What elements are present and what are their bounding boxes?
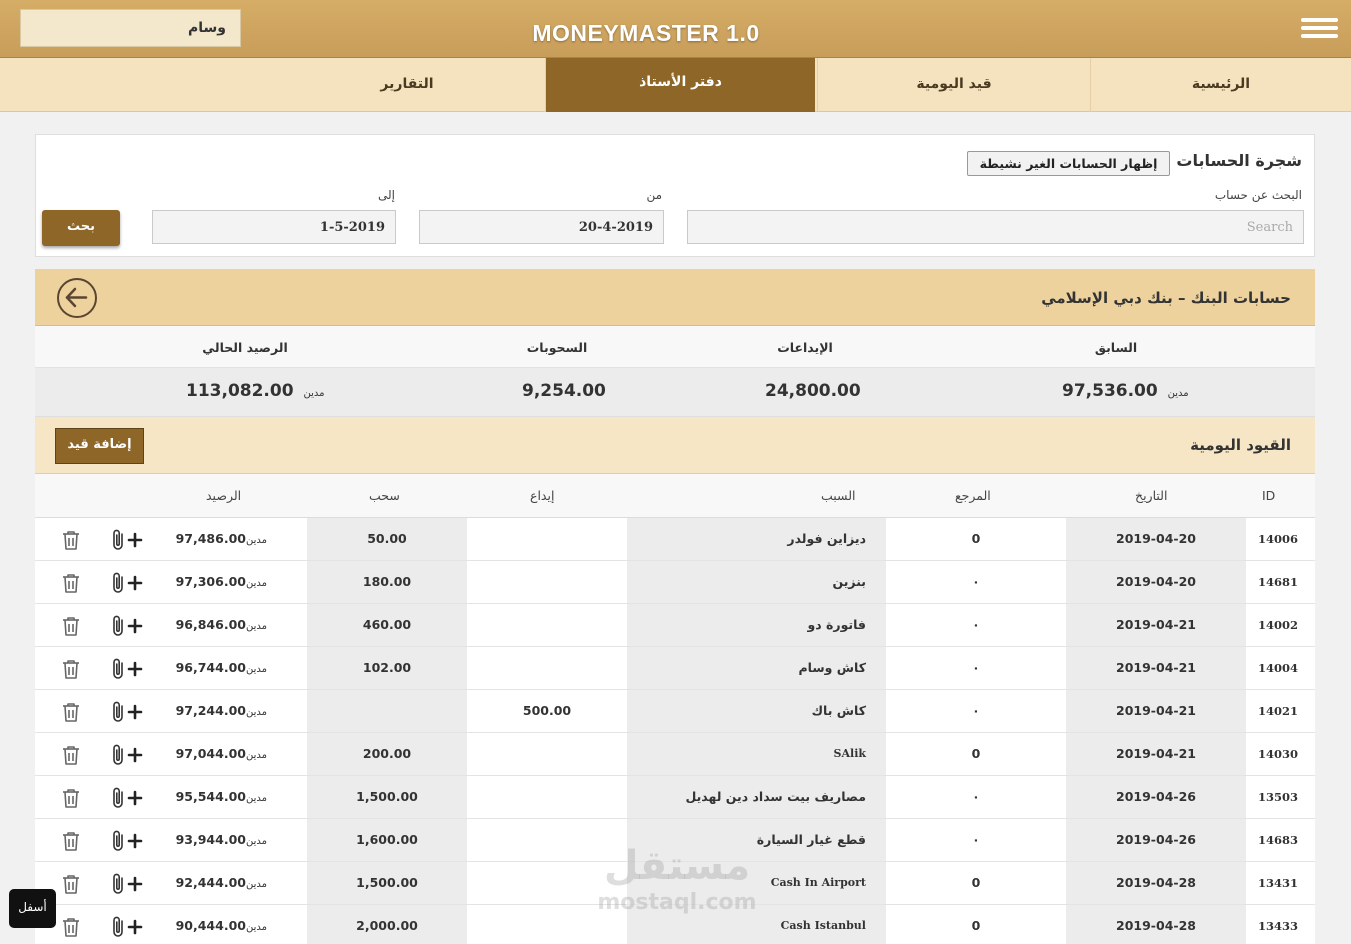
- previous-balance-unit: مدين: [1167, 388, 1189, 399]
- trash-icon[interactable]: [59, 614, 83, 638]
- trash-icon[interactable]: [59, 571, 83, 595]
- entry-balance: [147, 561, 307, 603]
- to-date-input[interactable]: 1-5-2019: [152, 210, 396, 244]
- entry-reason: Cash Istanbul: [627, 905, 886, 944]
- entry-withdrawal: 180.00: [307, 561, 467, 603]
- col-ref: المرجع: [955, 488, 991, 503]
- entry-actions: [35, 604, 147, 646]
- trash-icon[interactable]: [59, 657, 83, 681]
- entry-date: 2019-04-28: [1066, 862, 1246, 904]
- entry-id: 13503: [1258, 790, 1299, 804]
- entry-withdrawal: 1,500.00: [307, 862, 467, 904]
- watermark-arabic: مستقل: [603, 843, 751, 889]
- withdrawals-label: السحوبات: [526, 340, 588, 355]
- journal-entries-header: [35, 417, 1315, 474]
- entry-ref: 0: [971, 746, 981, 761]
- entry-actions: [35, 561, 147, 603]
- entry-balance-value: 95,544.00: [175, 789, 246, 804]
- scroll-bottom-button[interactable]: أسفل: [9, 889, 56, 928]
- trash-icon[interactable]: [59, 872, 83, 896]
- col-balance: الرصيد: [206, 488, 242, 503]
- entry-balance-unit: مدين: [245, 836, 267, 847]
- hamburger-menu-icon[interactable]: [1301, 18, 1338, 38]
- entry-balance: [147, 733, 307, 775]
- entry-balance: [147, 647, 307, 689]
- journal-entries-title: القيود اليومية: [1190, 436, 1291, 454]
- entry-balance-unit: مدين: [245, 750, 267, 761]
- account-search-panel: [35, 134, 1315, 257]
- entry-actions: [35, 647, 147, 689]
- col-deposit: إيداع: [530, 488, 555, 503]
- current-balance-unit: مدين: [303, 388, 325, 399]
- entry-balance-value: 92,444.00: [175, 875, 246, 890]
- app-title: MONEYMASTER 1.0: [532, 20, 760, 46]
- entry-date: 2019-04-20: [1066, 561, 1246, 603]
- previous-balance-value: مدين 97,536.00: [1062, 381, 1189, 401]
- current-balance-value: مدين 113,082.00: [186, 381, 325, 401]
- entry-deposit: [467, 733, 627, 775]
- entry-id: 14681: [1258, 575, 1299, 589]
- table-row: [35, 647, 1315, 690]
- trash-icon[interactable]: [59, 743, 83, 767]
- entry-deposit: [467, 561, 627, 603]
- previous-balance-label: السابق: [1094, 340, 1138, 355]
- account-search-label: البحث عن حساب: [1214, 188, 1302, 202]
- trash-icon[interactable]: [59, 915, 83, 939]
- tab-ledger[interactable]: دفتر الأستاذ: [545, 58, 815, 112]
- entry-balance-unit: مدين: [245, 578, 267, 589]
- table-row: [35, 733, 1315, 776]
- plus-icon[interactable]: [123, 786, 147, 810]
- entry-id: 14004: [1258, 661, 1299, 675]
- deposits-label: الإيداعات: [777, 340, 833, 355]
- col-id: ID: [1262, 488, 1276, 503]
- entry-balance-value: 96,846.00: [175, 617, 246, 632]
- entry-balance-value: 97,486.00: [175, 531, 246, 546]
- watermark: [592, 842, 762, 922]
- entry-balance-value: 90,444.00: [175, 918, 246, 933]
- entry-date: 2019-04-21: [1066, 647, 1246, 689]
- entry-withdrawal: 2,000.00: [307, 905, 467, 944]
- entry-actions: [35, 518, 147, 560]
- entry-date: 2019-04-26: [1066, 776, 1246, 818]
- col-reason: السبب: [821, 488, 856, 503]
- entry-balance-value: 97,244.00: [175, 703, 246, 718]
- entry-balance-value: 93,944.00: [175, 832, 246, 847]
- entry-date: 2019-04-21: [1066, 604, 1246, 646]
- show-inactive-accounts-button[interactable]: إظهار الحسابات الغير نشيطة: [967, 151, 1170, 176]
- plus-icon[interactable]: [123, 872, 147, 896]
- entry-reason: ديزاين فولدر: [627, 518, 886, 560]
- entry-withdrawal: 1,500.00: [307, 776, 467, 818]
- entry-actions: [35, 776, 147, 818]
- app-header: [0, 0, 1351, 58]
- entry-withdrawal: 50.00: [307, 518, 467, 560]
- entry-balance-unit: مدين: [245, 879, 267, 890]
- entry-ref: ٠: [972, 660, 980, 675]
- back-arrow-icon[interactable]: [57, 278, 97, 318]
- main-tabs: [0, 58, 1351, 112]
- entry-ref: 0: [971, 875, 981, 890]
- summary-labels: [35, 326, 1315, 368]
- plus-icon[interactable]: [123, 657, 147, 681]
- account-search-input[interactable]: Search: [687, 210, 1304, 244]
- plus-icon[interactable]: [123, 571, 147, 595]
- deposits-value: 24,800.00: [765, 381, 861, 401]
- plus-icon[interactable]: [123, 915, 147, 939]
- trash-icon[interactable]: [59, 786, 83, 810]
- entry-reason: مصاريف بيت سداد دين لهديل: [627, 776, 886, 818]
- entry-date: 2019-04-26: [1066, 819, 1246, 861]
- entry-balance-unit: مدين: [245, 922, 267, 933]
- entry-withdrawal: 102.00: [307, 647, 467, 689]
- trash-icon[interactable]: [59, 700, 83, 724]
- panel-title: شجرة الحسابات: [1176, 151, 1302, 170]
- from-date-label: من: [646, 188, 662, 202]
- entry-ref: 0: [971, 531, 981, 546]
- entry-reason: قطع غيار السيارة: [627, 819, 886, 861]
- entry-id: 14683: [1258, 833, 1299, 847]
- entry-id: 14006: [1258, 532, 1299, 546]
- entry-date: 2019-04-21: [1066, 733, 1246, 775]
- entry-deposit: [467, 518, 627, 560]
- from-date-input[interactable]: 20-4-2019: [419, 210, 664, 244]
- entry-balance: [147, 690, 307, 732]
- plus-icon[interactable]: [123, 614, 147, 638]
- entry-withdrawal: 1,600.00: [307, 819, 467, 861]
- entry-id: 13431: [1258, 876, 1299, 890]
- table-header: [35, 474, 1315, 518]
- table-row: [35, 604, 1315, 647]
- entry-balance-value: 97,306.00: [175, 574, 246, 589]
- entry-balance: [147, 862, 307, 904]
- entry-balance-value: 97,044.00: [175, 746, 246, 761]
- current-balance-label: الرصيد الحالي: [202, 340, 288, 355]
- entry-balance: [147, 905, 307, 944]
- summary-values: [35, 368, 1315, 417]
- entry-deposit: 500.00: [522, 703, 572, 718]
- entry-deposit: [467, 604, 627, 646]
- entry-balance-unit: مدين: [245, 535, 267, 546]
- entry-actions: [35, 819, 147, 861]
- entry-balance-unit: مدين: [245, 707, 267, 718]
- table-row: [35, 561, 1315, 604]
- table-row: [35, 518, 1315, 561]
- watermark-latin: mostaql.com: [597, 890, 757, 915]
- entry-reason: كاش باك: [627, 690, 886, 732]
- tab-journal-entry[interactable]: قيد اليومية: [817, 58, 1090, 112]
- entry-ref: ٠: [972, 703, 980, 718]
- entry-deposit: [467, 647, 627, 689]
- entry-ref: ٠: [972, 832, 980, 847]
- entry-balance: [147, 604, 307, 646]
- entry-balance: [147, 776, 307, 818]
- entry-balance-unit: مدين: [245, 621, 267, 632]
- entry-id: 13433: [1258, 919, 1299, 933]
- entry-date: 2019-04-28: [1066, 905, 1246, 944]
- entry-reason: Cash In Airport: [627, 862, 886, 904]
- account-title: حسابات البنك – بنك دبي الإسلامي: [1041, 289, 1291, 307]
- account-header: [35, 269, 1315, 326]
- entry-balance: [147, 518, 307, 560]
- trash-icon[interactable]: [59, 528, 83, 552]
- plus-icon[interactable]: [123, 829, 147, 853]
- entry-reason: فاتورة دو: [627, 604, 886, 646]
- entry-actions: [35, 733, 147, 775]
- to-date-label: إلى: [378, 188, 395, 202]
- entry-balance-value: 96,744.00: [175, 660, 246, 675]
- plus-icon[interactable]: [123, 528, 147, 552]
- entry-withdrawal: 200.00: [307, 733, 467, 775]
- entry-withdrawal: 460.00: [307, 604, 467, 646]
- tab-reports[interactable]: التقارير: [380, 76, 434, 92]
- withdrawals-value: 9,254.00: [522, 381, 606, 401]
- entry-ref: ٠: [972, 617, 980, 632]
- entry-date: 2019-04-20: [1066, 518, 1246, 560]
- entry-balance-unit: مدين: [245, 664, 267, 675]
- tab-home[interactable]: الرئيسية: [1090, 58, 1351, 112]
- table-row: [35, 690, 1315, 733]
- col-withdrawal: سحب: [369, 488, 400, 503]
- trash-icon[interactable]: [59, 829, 83, 853]
- add-entry-button[interactable]: إضافة قيد: [55, 428, 144, 464]
- entry-withdrawal: [307, 690, 467, 732]
- entry-balance-unit: مدين: [245, 793, 267, 804]
- entry-ref: ٠: [972, 789, 980, 804]
- entry-ref: ٠: [972, 574, 980, 589]
- entry-reason: بنزين: [627, 561, 886, 603]
- search-button[interactable]: بحث: [42, 210, 120, 246]
- entry-date: 2019-04-21: [1066, 690, 1246, 732]
- entry-reason: كاش وسام: [627, 647, 886, 689]
- entry-id: 14030: [1258, 747, 1299, 761]
- col-date: التاريخ: [1135, 488, 1168, 503]
- plus-icon[interactable]: [123, 743, 147, 767]
- entry-id: 14021: [1258, 704, 1299, 718]
- entry-id: 14002: [1258, 618, 1299, 632]
- table-row: [35, 776, 1315, 819]
- entry-deposit: [467, 776, 627, 818]
- entry-actions: [35, 690, 147, 732]
- plus-icon[interactable]: [123, 700, 147, 724]
- entry-balance: [147, 819, 307, 861]
- entry-ref: 0: [971, 918, 981, 933]
- entry-reason: SAlik: [627, 733, 886, 775]
- user-name-field[interactable]: وسام: [20, 9, 241, 47]
